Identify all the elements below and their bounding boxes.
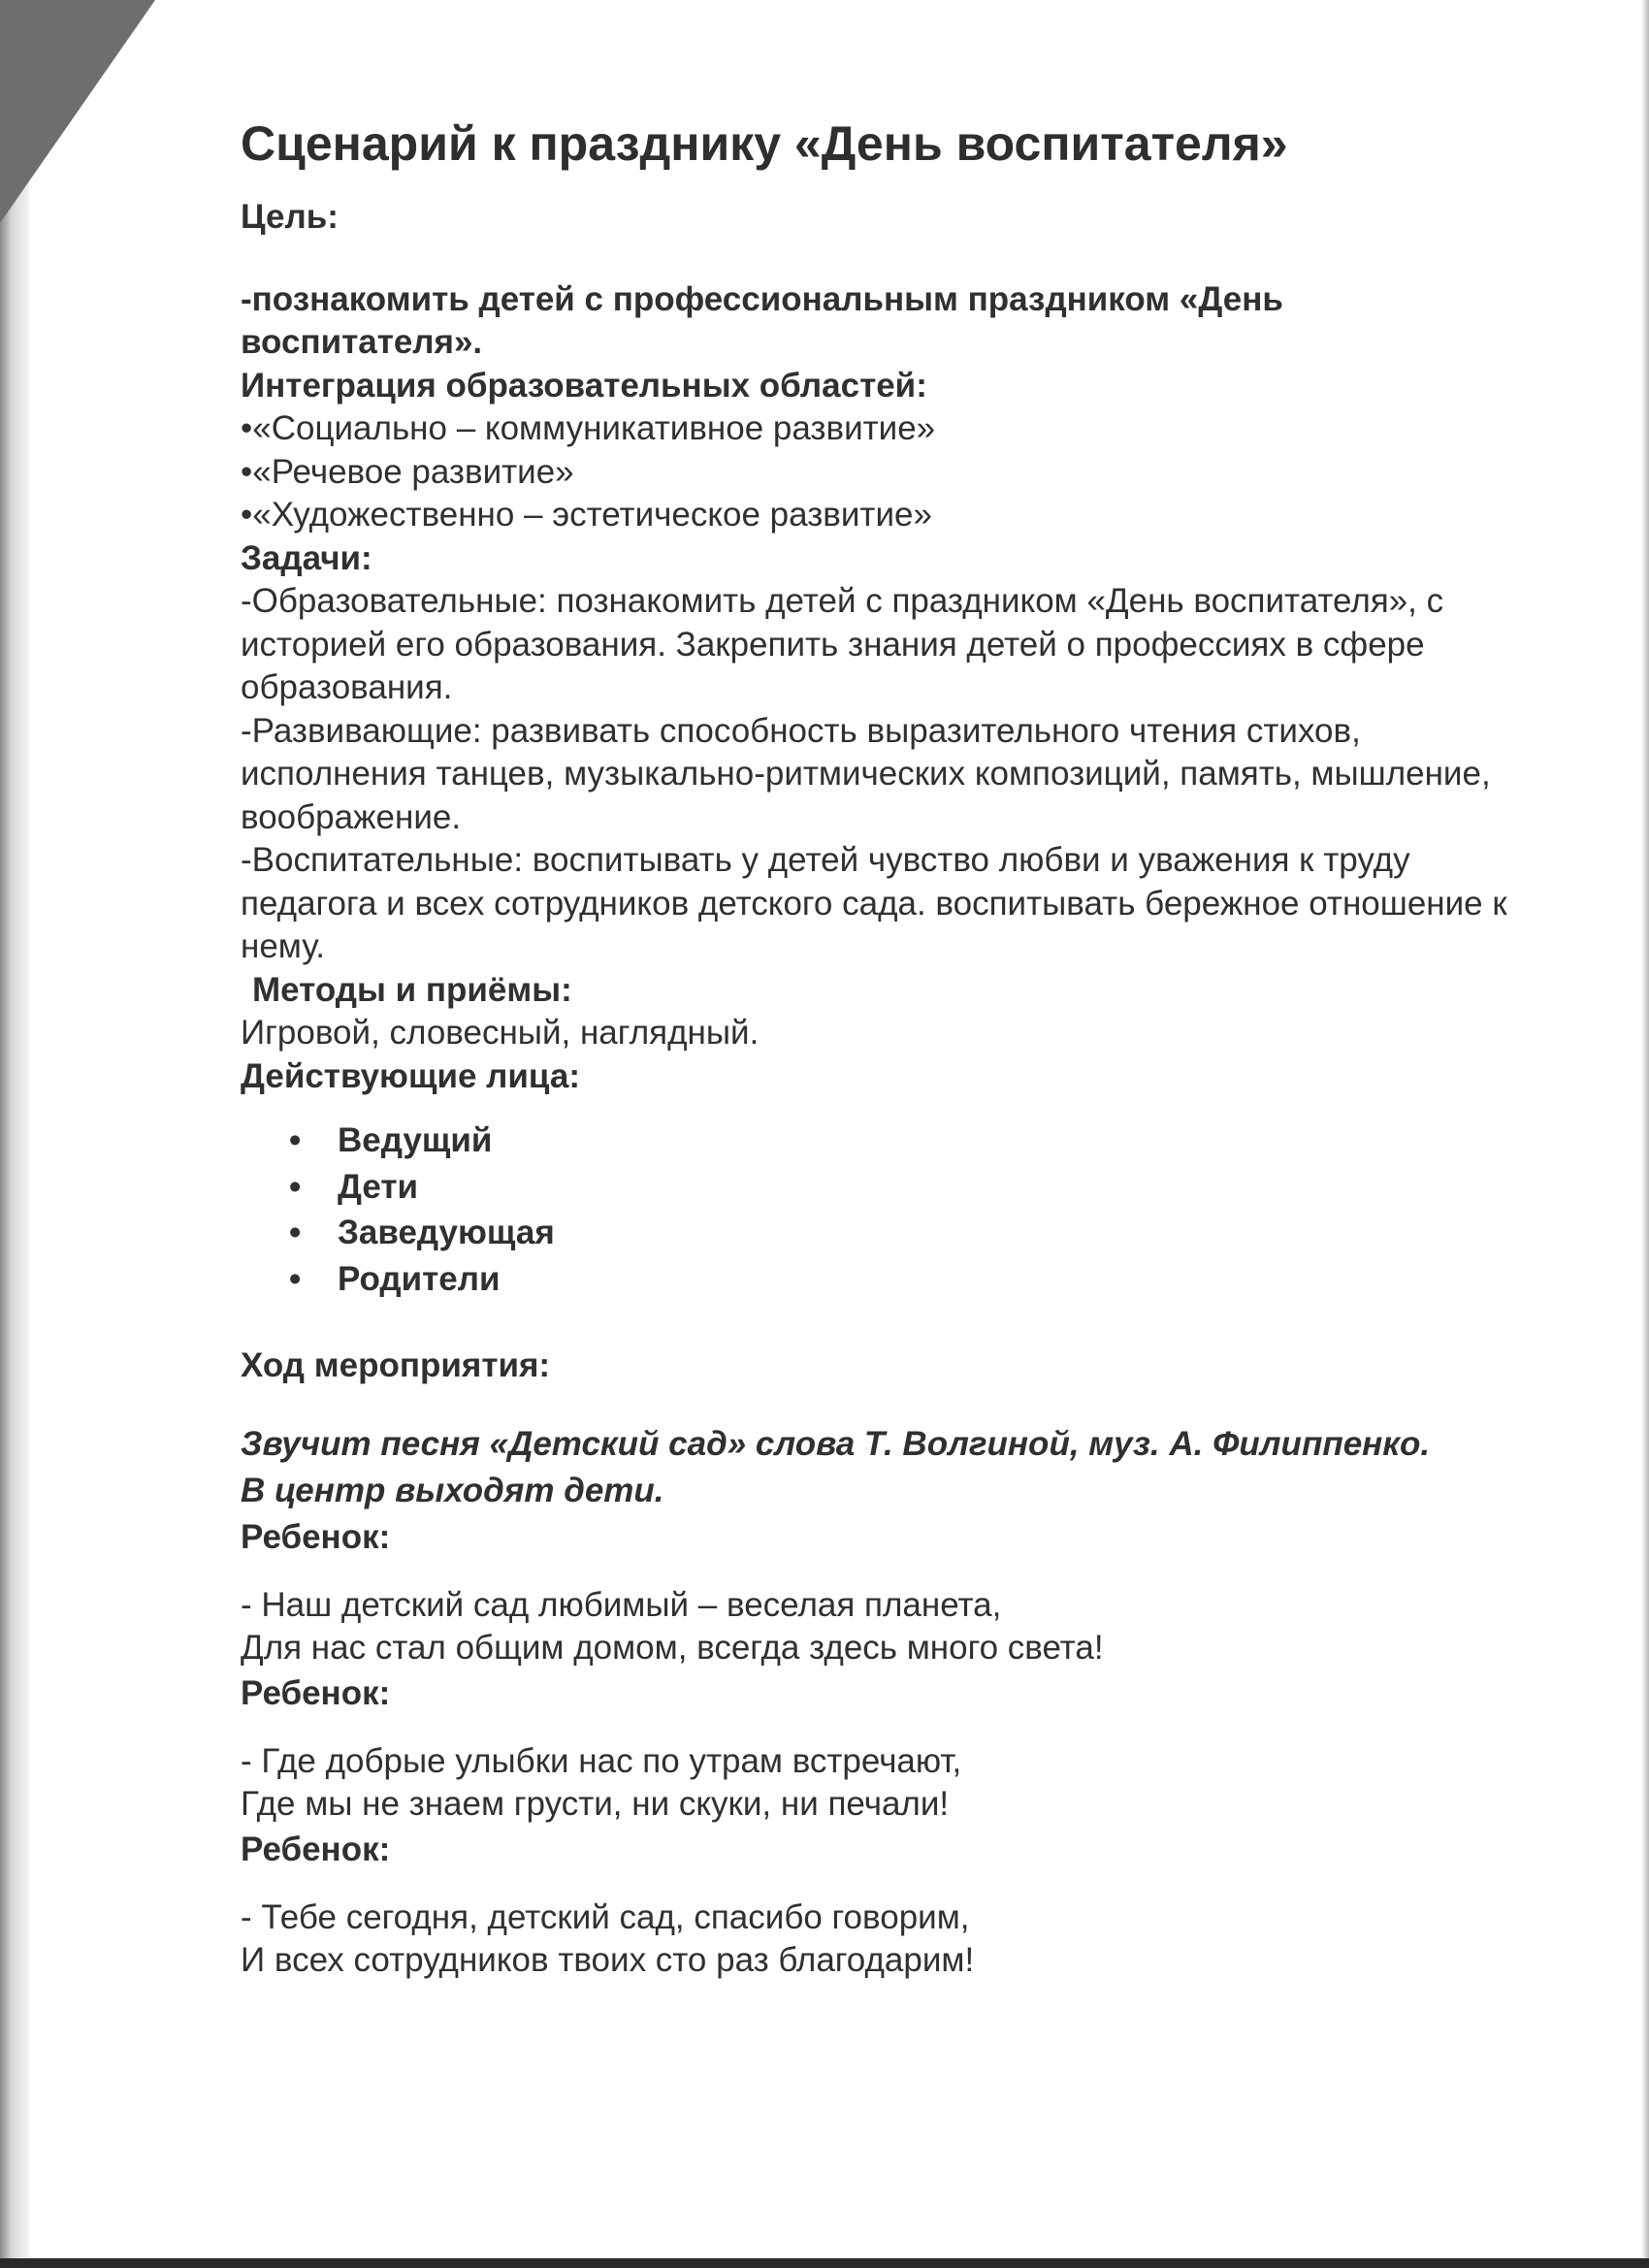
goal-heading: Цель:: [241, 198, 339, 236]
integration-item: •«Социально – коммуникативное развитие»: [241, 409, 936, 447]
scan-left-edge: [0, 0, 29, 2268]
verse-speaker: Ребенок:: [241, 1673, 391, 1712]
stage-direction: Звучит песня «Детский сад» слова Т. Волгиной, муз. А. Филиппенко.: [241, 1424, 1431, 1463]
event-heading: Ход мероприятия:: [241, 1346, 551, 1384]
cast-item: • Родители: [338, 1256, 1531, 1303]
goal-text: -познакомить детей с профессиональным праздником «День воспитателя».: [241, 279, 1283, 361]
tasks-heading: Задачи:: [241, 538, 372, 577]
verse-line: - Где добрые улыбки нас по утрам встречают,: [241, 1741, 962, 1780]
cast-item: • Заведующая: [338, 1210, 1531, 1256]
verse-speaker: Ребенок:: [241, 1830, 391, 1868]
cast-list: [241, 1118, 1531, 1302]
stage-direction: В центр выходят дети.: [241, 1471, 664, 1509]
integration-item: •«Художественно – эстетическое развитие»: [241, 496, 932, 534]
methods-text: Игровой, словесный, наглядный.: [241, 1014, 760, 1052]
task-educational: -Образовательные: познакомить детей с праздником «День воспитателя», с историей его образования. Закрепить знания детей о профессиях в сфере образования.: [241, 582, 1444, 706]
verse-line: Где мы не знаем грусти, ни скуки, ни печали!: [241, 1785, 950, 1823]
scan-right-edge: [1641, 0, 1649, 2268]
document-title: Сценарий к празднику «День воспитателя»: [241, 116, 1288, 171]
verse-line: - Тебе сегодня, детский сад, спасибо говорим,: [241, 1897, 970, 1936]
document-page: [241, 114, 1531, 1983]
cast-item: • Дети: [338, 1164, 1531, 1211]
scan-bottom-edge: [0, 2258, 1649, 2268]
verse-line: Для нас стал общим домом, всегда здесь много света!: [241, 1629, 1104, 1667]
verse-line: - Наш детский сад любимый – веселая планета,: [241, 1585, 1002, 1624]
cast-item: • Ведущий: [338, 1118, 1531, 1164]
task-upbringing: -Воспитательные: воспитывать у детей чувство любви и уважения к труду педагога и всех сотрудников детского сада. воспитывать бережное отношение к нему.: [241, 841, 1507, 965]
task-developmental: -Развивающие: развивать способность выразительного чтения стихов, исполнения танцев, музыкально-ритмических композиций, память, мышление, воображение.: [241, 711, 1491, 836]
cast-heading: Действующие лица:: [241, 1056, 580, 1095]
integration-item: •«Речевое развитие»: [241, 452, 574, 491]
integration-heading: Интеграция образовательных областей:: [241, 366, 927, 405]
verse-speaker: Ребенок:: [241, 1517, 391, 1556]
scan-folded-corner: [0, 0, 155, 223]
verse-line: И всех сотрудников твоих сто раз благодарим!: [241, 1941, 975, 1979]
methods-heading: Методы и приёмы:: [252, 970, 572, 1009]
